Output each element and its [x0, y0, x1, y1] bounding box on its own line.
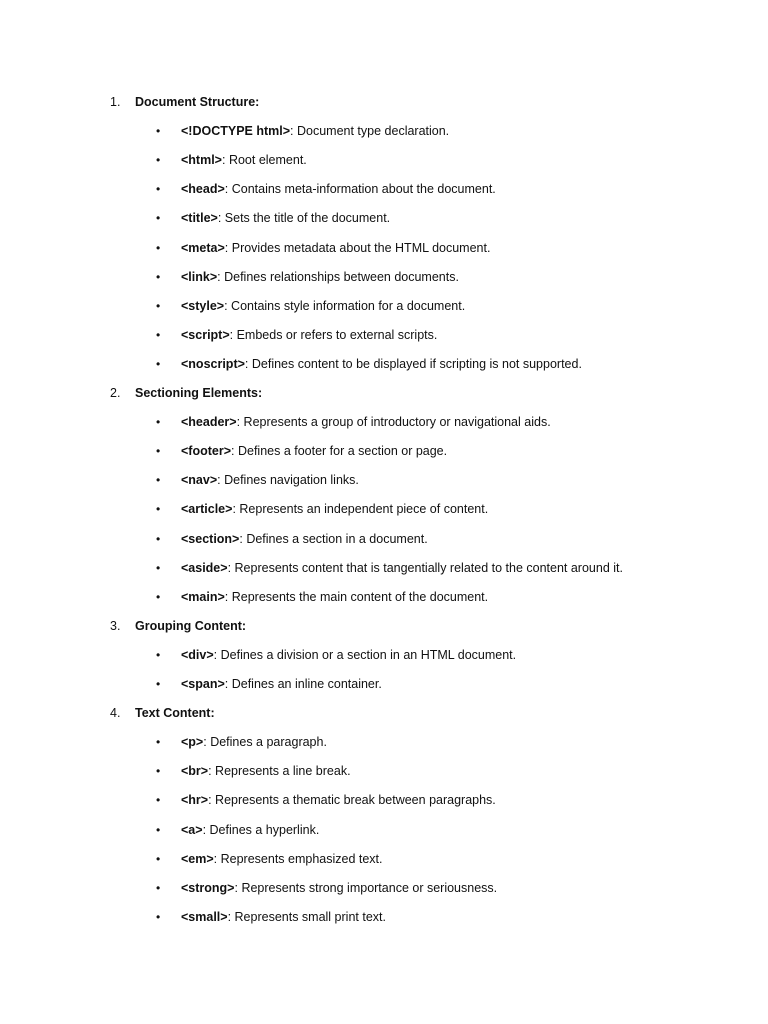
element-tag: <script> — [181, 327, 230, 342]
bullet-icon: • — [156, 240, 161, 255]
list-item — [156, 645, 516, 665]
list-item — [156, 558, 623, 578]
bullet-icon: • — [156, 356, 161, 371]
element-tag: <article> — [181, 502, 233, 517]
section-heading: Grouping Content: — [135, 618, 247, 633]
element-description: : Root element. — [222, 153, 307, 168]
list-item — [156, 587, 488, 607]
element-description: : Contains style information for a document. — [224, 298, 466, 313]
element-tag: <em> — [181, 851, 214, 866]
bullet-icon: • — [156, 647, 161, 662]
section-heading-row — [110, 92, 259, 112]
bullet-icon: • — [156, 793, 161, 808]
bullet-icon: • — [156, 764, 161, 779]
bullet-icon: • — [156, 677, 161, 691]
element-tag: <noscript> — [181, 356, 245, 371]
element-description: : Sets the title of the document. — [217, 211, 391, 226]
element-tag: <style> — [181, 298, 225, 313]
element-tag: <p> — [181, 735, 204, 750]
element-description: : Defines a division or a section in an HTML document. — [213, 647, 517, 662]
section-number: 2. — [110, 386, 121, 400]
bullet-icon: • — [156, 473, 161, 488]
element-tag: <head> — [181, 182, 225, 197]
list-item — [156, 529, 428, 549]
list-item — [156, 470, 359, 490]
element-tag: <link> — [181, 269, 218, 284]
list-item — [156, 761, 351, 781]
element-description: : Defines content to be displayed if scripting is not supported. — [244, 356, 582, 371]
element-description: : Represents a group of introductory or navigational aids. — [236, 415, 551, 430]
section-number: 1. — [110, 95, 121, 109]
element-description: : Represents a thematic break between paragraphs. — [208, 793, 496, 808]
element-description: : Provides metadata about the HTML document. — [224, 240, 491, 255]
list-item — [156, 441, 447, 461]
element-description: : Represents content that is tangentially related to the content around it. — [227, 560, 623, 575]
element-description: : Defines an inline container. — [224, 677, 382, 691]
element-description: : Defines a paragraph. — [203, 735, 327, 750]
element-tag: <hr> — [181, 793, 209, 808]
element-description: : Defines navigation links. — [217, 473, 359, 488]
element-description: : Represents emphasized text. — [213, 851, 383, 866]
list-item — [156, 907, 386, 927]
element-tag: <strong> — [181, 880, 235, 895]
bullet-icon: • — [156, 560, 161, 575]
element-description: : Defines a footer for a section or page. — [231, 444, 448, 459]
bullet-icon: • — [156, 444, 161, 459]
list-item — [156, 150, 307, 170]
section-number: 4. — [110, 706, 121, 721]
list-item — [156, 878, 497, 898]
list-item — [156, 820, 319, 840]
element-tag: <div> — [181, 647, 214, 662]
element-tag: <a> — [181, 822, 203, 837]
bullet-icon: • — [156, 880, 161, 895]
bullet-icon: • — [156, 909, 161, 924]
section-number: 3. — [110, 618, 121, 633]
bullet-icon: • — [156, 327, 161, 342]
section-heading: Document Structure: — [135, 95, 260, 109]
element-description: : Represents the main content of the document. — [224, 589, 489, 604]
list-item — [156, 790, 496, 810]
element-tag: <main> — [181, 589, 225, 604]
element-description: : Contains meta-information about the document. — [224, 182, 496, 197]
element-description: : Embeds or refers to external scripts. — [229, 327, 438, 342]
list-item — [156, 325, 437, 345]
bullet-icon: • — [156, 502, 161, 517]
element-description: : Represents small print text. — [227, 909, 386, 924]
section-heading: Text Content: — [135, 706, 215, 721]
section-heading: Sectioning Elements: — [135, 386, 263, 400]
list-item — [156, 499, 488, 519]
element-tag: <meta> — [181, 240, 225, 255]
element-description: : Document type declaration. — [290, 124, 450, 139]
element-description: : Defines a section in a document. — [239, 531, 428, 546]
bullet-icon: • — [156, 589, 161, 604]
bullet-icon: • — [156, 735, 161, 750]
section-heading-row — [110, 703, 215, 723]
bullet-icon: • — [156, 269, 161, 284]
bullet-icon: • — [156, 182, 161, 197]
element-tag: <header> — [181, 415, 237, 430]
list-item — [156, 267, 459, 287]
element-tag: <small> — [181, 909, 228, 924]
bullet-icon: • — [156, 531, 161, 546]
element-description: : Represents an independent piece of content. — [232, 502, 489, 517]
list-item — [156, 296, 465, 316]
element-tag: <br> — [181, 764, 209, 779]
section-heading-row — [110, 383, 262, 403]
list-item — [156, 732, 327, 752]
element-tag: <footer> — [181, 444, 232, 459]
element-description: : Represents strong importance or seriousness. — [234, 880, 498, 895]
element-tag: <nav> — [181, 473, 218, 488]
bullet-icon: • — [156, 211, 161, 226]
element-tag: <html> — [181, 153, 222, 168]
list-item — [156, 208, 390, 228]
element-tag: <title> — [181, 211, 218, 226]
element-tag: <section> — [181, 531, 240, 546]
element-tag: <span> — [181, 677, 225, 691]
element-description: : Represents a line break. — [208, 764, 351, 779]
list-item — [156, 238, 490, 258]
element-tag: <aside> — [181, 560, 228, 575]
bullet-icon: • — [156, 298, 161, 313]
bullet-icon: • — [156, 153, 161, 168]
element-tag: <!DOCTYPE html> — [181, 124, 291, 139]
element-description: : Defines relationships between documents. — [217, 269, 459, 284]
list-item — [156, 674, 382, 694]
section-heading-row — [110, 616, 246, 636]
list-item — [156, 354, 582, 374]
list-item — [156, 412, 551, 432]
bullet-icon: • — [156, 851, 161, 866]
list-item — [156, 849, 383, 869]
list-item — [156, 179, 496, 199]
bullet-icon: • — [156, 124, 161, 139]
element-description: : Defines a hyperlink. — [202, 822, 320, 837]
list-item — [156, 121, 449, 141]
bullet-icon: • — [156, 822, 161, 837]
bullet-icon: • — [156, 415, 161, 430]
